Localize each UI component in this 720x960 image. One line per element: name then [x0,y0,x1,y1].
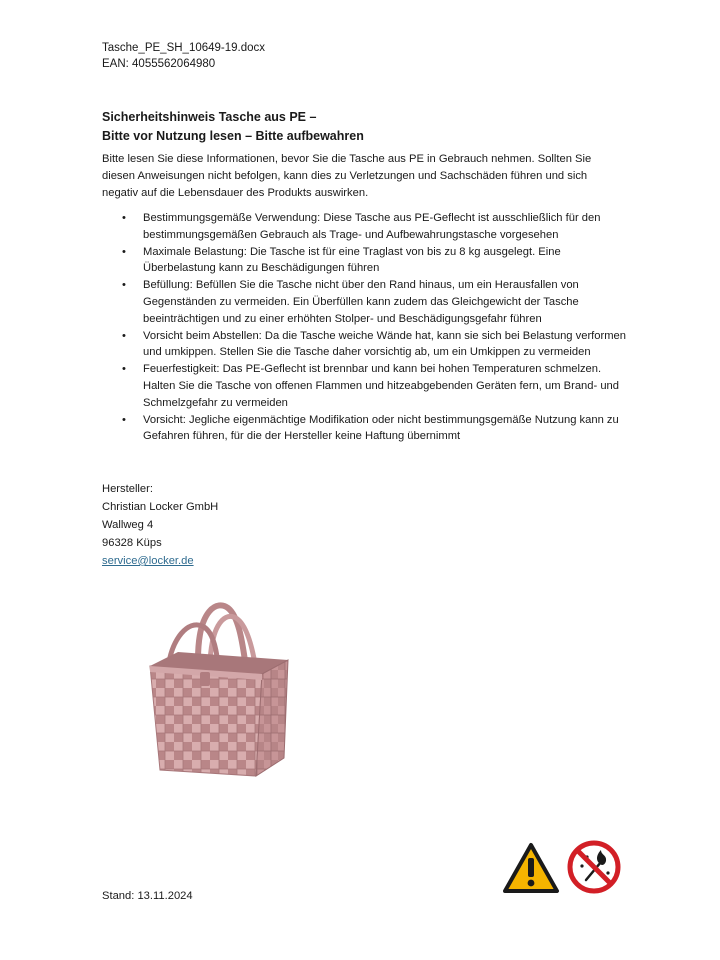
bullet-dot: • [122,329,126,342]
document-header [102,40,265,72]
manufacturer-email-link[interactable]: service@locker.de [102,555,194,567]
list-item [102,244,627,278]
bullet-text: Vorsicht: Jegliche eigenmächtige Modifikation oder nicht bestimmungsgemäße Nutzung kann zu Gefahren führen, für die der Hersteller keine Haftung übernimmt [143,413,619,443]
ean-text: EAN: 4055562064980 [102,58,216,70]
list-item [102,277,627,327]
bullet-text: Maximale Belastung: Die Tasche ist für eine Traglast von bis zu 8 kg ausgelegt. Eine Überbelastung kann zu Beschädigungen führen [143,245,561,275]
bullet-dot: • [122,363,126,376]
list-item [102,412,627,446]
list-item [102,361,627,411]
safety-bullet-list [102,210,627,445]
bullet-dot: • [122,212,126,224]
title-line-2: Bitte vor Nutzung lesen – Bitte aufbewahren [102,129,364,143]
manufacturer-label: Hersteller: [102,483,153,495]
list-item [102,328,627,362]
bullet-text: Bestimmungsgemäße Verwendung: Diese Tasche aus PE-Geflecht ist ausschließlich für den bestimmungsgemäßen Gebrauch als Trage- und Aufbewahrungstasche vorgesehen [143,212,601,241]
stand-date: Stand: 13.11.2024 [102,890,193,902]
list-item [102,210,627,244]
manufacturer-name: Christian Locker GmbH [102,501,219,513]
warning-triangle-icon [502,842,560,894]
intro-paragraph: Bitte lesen Sie diese Informationen, bevor Sie die Tasche aus PE in Gebrauch nehmen. Sollten Sie diesen Anweisungen nicht befolgen, kann dies zu Verletzungen und Sachschäden führen und sich negativ auf die Lebensdauer des Produkts auswirken. [102,153,592,199]
no-open-flame-icon [567,840,621,894]
bullet-text: Feuerfestigkeit: Das PE-Geflecht ist brennbar und kann bei hohen Temperaturen schmelzen. Halten Sie die Tasche von offenen Flammen und hitzeabgebenden Geräten fern, um Brand- und Schmelzgefahr zu vermeiden [143,363,619,409]
woven-bag-image [138,598,298,784]
title-line-1: Sicherheitshinweis Tasche aus PE – [102,110,317,124]
bullet-text: Befüllung: Befüllen Sie die Tasche nicht über den Rand hinaus, um ein Herausfallen von Gegenständen zu vermeiden. Ein Überfüllen kann zudem das Gleichgewicht der Tasche beeinträchtigen und zu einer erhöhten Stolper- und Beschädigungsgefahr führen [143,279,579,325]
bullet-dot: • [122,279,126,292]
manufacturer-city: 96328 Küps [102,537,162,549]
manufacturer-street: Wallweg 4 [102,519,154,531]
bullet-text: Vorsicht beim Abstellen: Da die Tasche weiche Wände hat, kann sie sich bei Belastung verformen und umkippen. Stellen Sie die Tasche daher vorsichtig ab, um ein Umkippen zu vermeiden [143,329,626,359]
bullet-dot: • [122,413,126,426]
filename-text: Tasche_PE_SH_10649-19.docx [102,42,266,54]
document-title [102,108,364,146]
bullet-dot: • [122,245,126,258]
manufacturer-block [102,480,218,570]
